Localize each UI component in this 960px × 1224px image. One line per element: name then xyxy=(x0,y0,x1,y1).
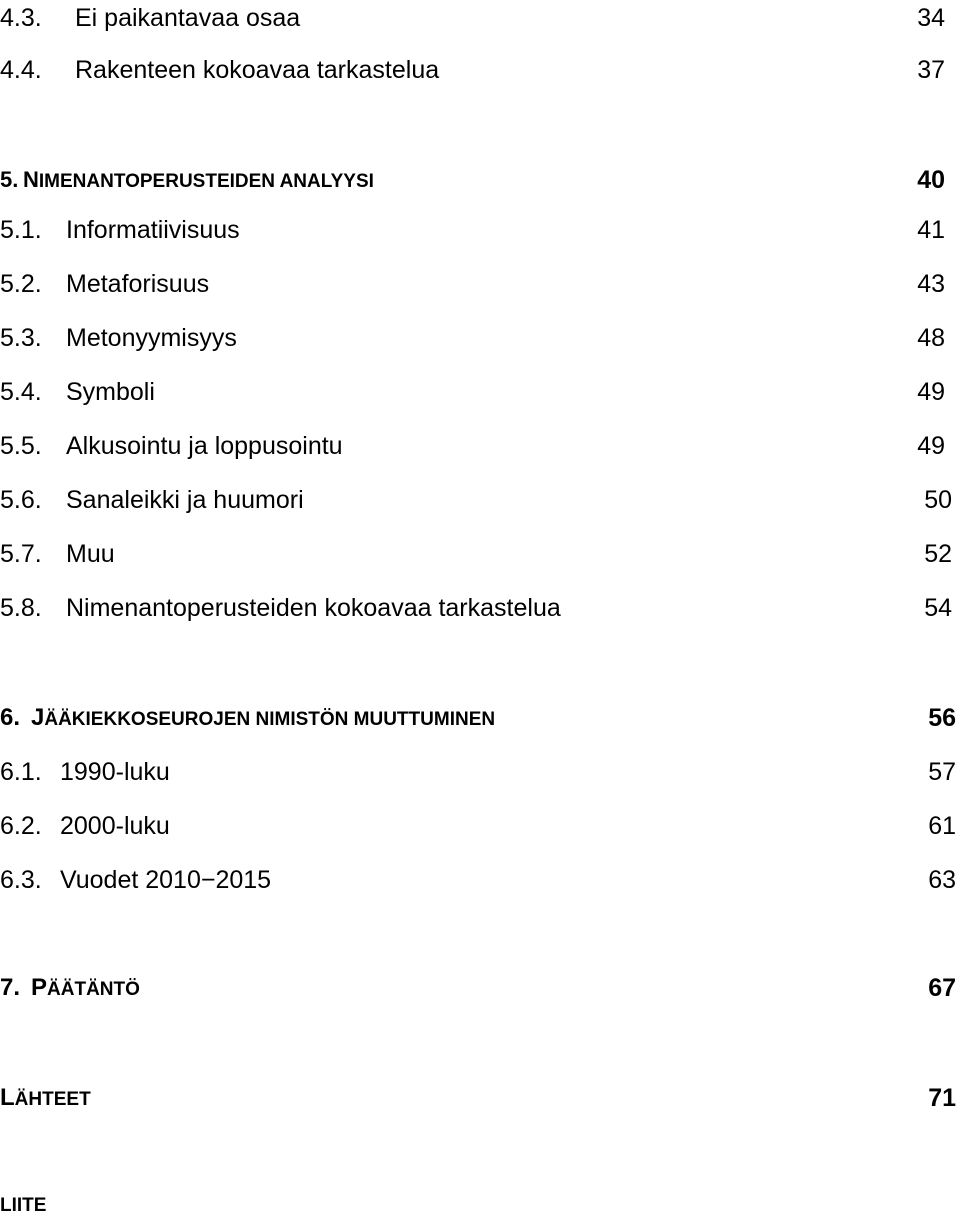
toc-entry-6-3[interactable] xyxy=(0,862,960,898)
page-number: 37 xyxy=(917,56,945,84)
section-title: Nimenantoperusteiden kokoavaa tarkastelua xyxy=(66,594,561,622)
section-title: Metaforisuus xyxy=(66,270,210,298)
section-title: Ei paikantavaa osaa xyxy=(75,4,301,32)
page-number: 67 xyxy=(928,974,956,1002)
toc-entry-6-2[interactable] xyxy=(0,808,960,844)
section-title: Sanaleikki ja huumori xyxy=(66,486,304,514)
section-title xyxy=(31,700,495,738)
section-title: Rakenteen kokoavaa tarkastelua xyxy=(75,56,440,84)
section-number: 7. xyxy=(0,974,21,1001)
toc-entry-4-4[interactable] xyxy=(0,52,960,88)
section-number: 5.5. xyxy=(0,432,42,460)
section-title-rest: IMENANTOPERUSTEIDEN ANALYYSI xyxy=(38,171,374,192)
page-number: 49 xyxy=(917,432,945,460)
section-number: 5. xyxy=(0,167,19,192)
section-number: 5.3. xyxy=(0,324,42,352)
section-number: 5.2. xyxy=(0,270,42,298)
section-number: 4.3. xyxy=(0,4,42,32)
section-title-initial: J xyxy=(31,704,45,731)
toc-entry-5-6[interactable] xyxy=(0,482,960,518)
toc-entry-5-3[interactable] xyxy=(0,320,960,356)
section-title: Muu xyxy=(66,540,115,568)
toc-entry-6[interactable] xyxy=(0,700,960,736)
page-number: 48 xyxy=(917,324,945,352)
section-title xyxy=(23,162,374,200)
section-title-initial: L xyxy=(0,1084,15,1111)
page-number: 50 xyxy=(924,486,952,514)
section-number: 4.4. xyxy=(0,56,42,84)
section-title-initial: P xyxy=(31,974,48,1001)
toc-entry-5-4[interactable] xyxy=(0,374,960,410)
toc-entry-4-3[interactable] xyxy=(0,0,960,36)
page-number: 61 xyxy=(928,812,956,840)
page-number: 41 xyxy=(917,216,945,244)
toc-entry-5-2[interactable] xyxy=(0,266,960,302)
toc-entry-lahteet[interactable] xyxy=(0,1080,960,1116)
section-number: 5.4. xyxy=(0,378,42,406)
page-number: 71 xyxy=(928,1084,956,1112)
section-title: Vuodet 2010−2015 xyxy=(60,866,272,894)
page-number: 54 xyxy=(924,594,952,622)
section-number: 5.1. xyxy=(0,216,42,244)
toc-entry-5-5[interactable] xyxy=(0,428,960,464)
section-title: Informatiivisuus xyxy=(66,216,240,244)
page-number: 49 xyxy=(917,378,945,406)
page-number: 52 xyxy=(924,540,952,568)
page-number: 63 xyxy=(928,866,956,894)
toc-entry-5-7[interactable] xyxy=(0,536,960,572)
section-number: 5.6. xyxy=(0,486,42,514)
section-number: 6.3. xyxy=(0,866,42,894)
section-title: 2000-luku xyxy=(60,812,170,840)
page-number: 43 xyxy=(917,270,945,298)
section-title: Symboli xyxy=(66,378,155,406)
section-number: 5.8. xyxy=(0,594,42,622)
section-title: Alkusointu ja loppusointu xyxy=(66,432,343,460)
page-number: 57 xyxy=(928,758,956,786)
section-title: Metonyymisyys xyxy=(66,324,237,352)
toc-entry-5-1[interactable] xyxy=(0,212,960,248)
toc-entry-6-1[interactable] xyxy=(0,754,960,790)
section-title-rest: ÄHTEET xyxy=(14,1089,91,1110)
section-number: 6.2. xyxy=(0,812,42,840)
section-title-rest: ÄÄTÄNTÖ xyxy=(47,979,140,1000)
section-title: 1990-luku xyxy=(60,758,170,786)
section-number: 5.7. xyxy=(0,540,42,568)
toc-entry-7[interactable] xyxy=(0,970,960,1006)
toc-entry-5[interactable] xyxy=(0,162,960,198)
page-number: 34 xyxy=(917,4,945,32)
page-number: 56 xyxy=(928,704,956,732)
section-title xyxy=(31,970,140,1008)
section-title-rest: ÄÄKIEKKOSEUROJEN NIMISTÖN MUUTTUMINEN xyxy=(44,709,496,730)
page-number: 40 xyxy=(917,166,945,194)
toc-entry-5-8[interactable] xyxy=(0,590,960,626)
section-number: 6. xyxy=(0,704,21,731)
section-title-initial: N xyxy=(23,167,39,192)
section-number: 6.1. xyxy=(0,758,42,786)
toc-entry-liite[interactable] xyxy=(0,1188,960,1224)
section-title: LIITE xyxy=(0,1195,47,1216)
section-title xyxy=(0,1080,91,1118)
